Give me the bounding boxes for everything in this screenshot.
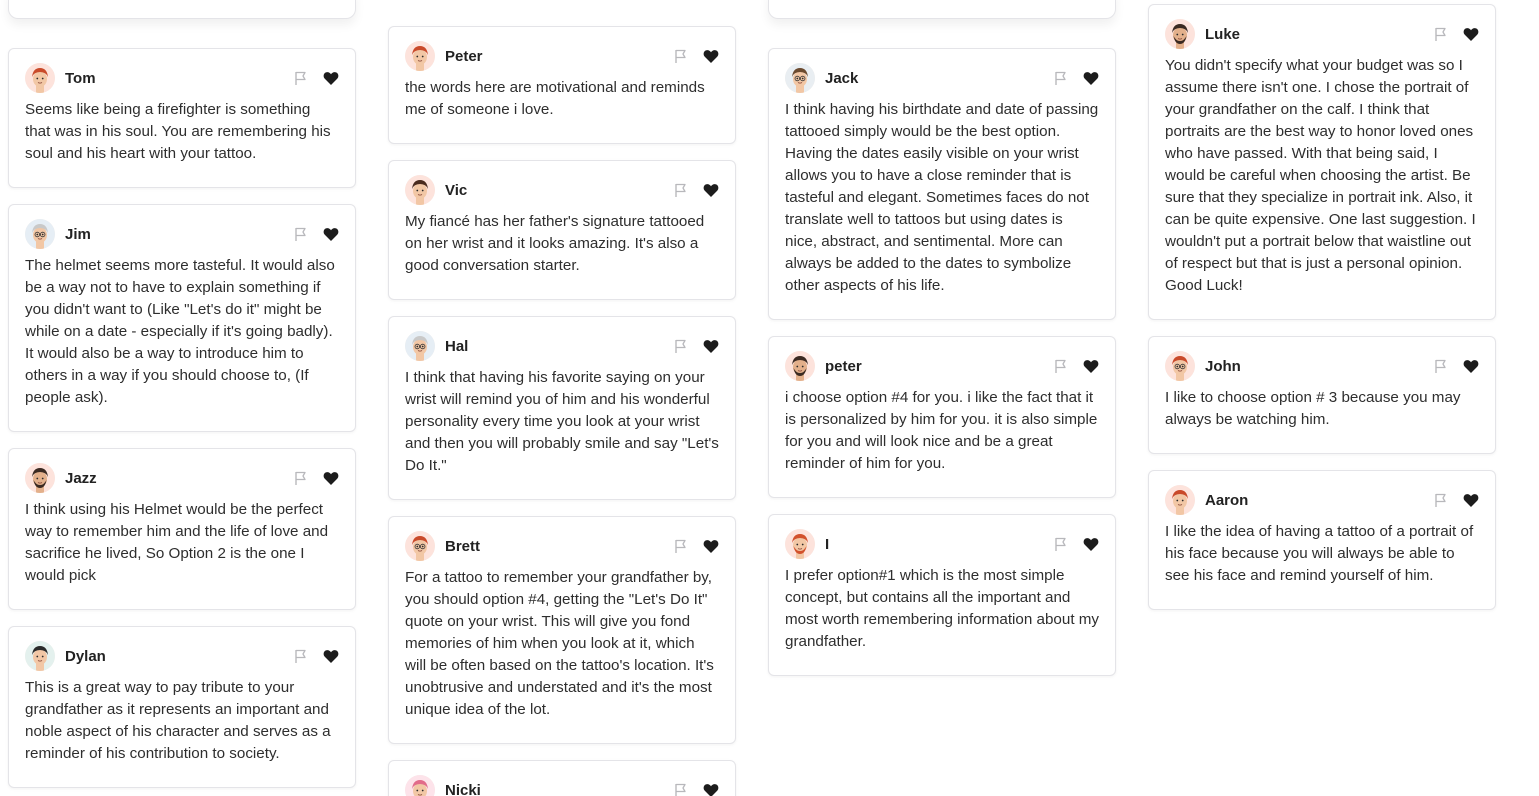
comment-text: I prefer option#1 which is the most simple concept, but contains all the important and most worth remembering information about my grandfather. xyxy=(785,567,1099,650)
avatar xyxy=(1165,19,1195,49)
avatar xyxy=(405,775,435,796)
comment-card xyxy=(388,26,736,144)
comment-card xyxy=(1148,470,1496,610)
heart-icon[interactable] xyxy=(323,470,339,486)
comment-text: I like the idea of having a tattoo of a portrait of his face because you will always be able to see his face and remind yourself of him. xyxy=(1165,523,1474,584)
flag-icon[interactable] xyxy=(1053,70,1069,86)
flag-icon[interactable] xyxy=(1433,492,1449,508)
heart-icon[interactable] xyxy=(703,48,719,64)
comment-card xyxy=(768,514,1116,676)
avatar xyxy=(25,641,55,671)
comment-text: i choose option #4 for you. i like the fact that it is personalized by him for you. it is also simple for you and will look nice and be a great reminder of him for you. xyxy=(785,389,1098,472)
comment-card xyxy=(8,204,356,432)
author-name: Brett xyxy=(445,537,481,555)
comment-card xyxy=(388,760,736,796)
avatar xyxy=(785,351,815,381)
comment-text: I like to choose option # 3 because you may always be watching him. xyxy=(1165,389,1461,428)
author-name: John xyxy=(1205,357,1241,375)
card-header xyxy=(405,331,719,361)
flag-icon[interactable] xyxy=(673,182,689,198)
flag-icon[interactable] xyxy=(1053,358,1069,374)
comment-card xyxy=(388,316,736,500)
heart-icon[interactable] xyxy=(323,648,339,664)
card-header xyxy=(405,775,719,796)
avatar xyxy=(25,63,55,93)
heart-icon[interactable] xyxy=(1463,358,1479,374)
heart-icon[interactable] xyxy=(703,538,719,554)
heart-icon[interactable] xyxy=(703,182,719,198)
card-header xyxy=(405,41,719,71)
comment-text: Seems like being a firefighter is something that was in his soul. You are remembering his soul and his heart with your tattoo. xyxy=(25,101,331,162)
comment-card xyxy=(768,336,1116,498)
comment-card xyxy=(388,160,736,300)
comment-card xyxy=(1148,336,1496,454)
flag-icon[interactable] xyxy=(293,648,309,664)
author-name: Jack xyxy=(825,69,859,87)
card-header xyxy=(25,641,339,671)
flag-icon[interactable] xyxy=(293,70,309,86)
comment-text: I think using his Helmet would be the perfect way to remember him and the life of love and sacrifice he lived, So Option 2 is the one I would pick xyxy=(25,501,329,584)
flag-icon[interactable] xyxy=(293,226,309,242)
author-name: Hal xyxy=(445,337,469,355)
flag-icon[interactable] xyxy=(293,470,309,486)
author-name: Jazz xyxy=(65,469,97,487)
avatar xyxy=(785,63,815,93)
avatar xyxy=(405,531,435,561)
author-name: I xyxy=(825,535,830,553)
avatar xyxy=(405,41,435,71)
comment-text: For a tattoo to remember your grandfather by, you should option #4, getting the "Let's Do It" quote on your wrist. This will give you fond memories of him when you look at it, which will be often based on the tattoo's location. It's unobtrusive and understated and it's the most unique idea of the lot. xyxy=(405,569,714,718)
card-header xyxy=(1165,351,1479,381)
comment-text: I think that having his favorite saying on your wrist will remind you of him and his wonderful personality every time you look at your wrist and then you will probably smile and say "Let's Do It." xyxy=(405,369,719,474)
comment-text: The helmet seems more tasteful. It would also be a way not to have to explain something if you didn't want to (Like "Let's do it" might be while on a date - especially if it's going badly). It would also be a way to introduce him to others in a way if you should choose to, (If people ask). xyxy=(25,257,335,406)
comment-card xyxy=(388,516,736,744)
author-name: peter xyxy=(825,357,862,375)
flag-icon[interactable] xyxy=(673,48,689,64)
flag-icon[interactable] xyxy=(1433,358,1449,374)
avatar xyxy=(25,219,55,249)
avatar xyxy=(1165,351,1195,381)
card-header xyxy=(1165,19,1479,49)
flag-icon[interactable] xyxy=(673,782,689,796)
card-header xyxy=(1165,485,1479,515)
heart-icon[interactable] xyxy=(1083,358,1099,374)
card-header xyxy=(25,63,339,93)
heart-icon[interactable] xyxy=(1083,536,1099,552)
flag-icon[interactable] xyxy=(673,538,689,554)
card-stub xyxy=(768,0,1116,19)
flag-icon[interactable] xyxy=(673,338,689,354)
comment-card xyxy=(1148,4,1496,320)
card-header xyxy=(405,175,719,205)
avatar xyxy=(405,175,435,205)
comment-card xyxy=(8,626,356,788)
card-header xyxy=(785,63,1099,93)
author-name: Peter xyxy=(445,47,483,65)
comment-text: My fiancé has her father's signature tattooed on her wrist and it looks amazing. It's also a good conversation starter. xyxy=(405,213,705,274)
card-stub xyxy=(8,0,356,19)
comment-card xyxy=(768,48,1116,320)
heart-icon[interactable] xyxy=(1463,492,1479,508)
comment-text: You didn't specify what your budget was so I assume there isn't one. I chose the portrait of your grandfather on the calf. I think that portraits are the best way to honor loved ones who have passed. With that being said, I would be careful when choosing the artist. Be sure that they specialize in portrait ink. Also, it can be quite expensive. One last suggestion. I wouldn't put a portrait below that waistline out of respect but that is just a personal opinion. Good Luck! xyxy=(1165,57,1476,294)
author-name: Tom xyxy=(65,69,96,87)
card-header xyxy=(405,531,719,561)
comment-text: I think having his birthdate and date of passing tattooed simply would be the best option. Having the dates easily visible on your wrist allows you to have a close reminder that is tasteful and elegant. Sometimes faces do not translate well to tattoos but using dates is nice, abstract, and sentimental. More can always be added to the dates to symbolize other aspects of his life. xyxy=(785,101,1099,294)
card-header xyxy=(25,219,339,249)
avatar xyxy=(25,463,55,493)
card-header xyxy=(785,529,1099,559)
avatar xyxy=(785,529,815,559)
heart-icon[interactable] xyxy=(323,226,339,242)
comment-text: the words here are motivational and reminds me of someone i love. xyxy=(405,79,705,118)
author-name: Nicki xyxy=(445,781,481,796)
avatar xyxy=(405,331,435,361)
flag-icon[interactable] xyxy=(1433,26,1449,42)
heart-icon[interactable] xyxy=(1463,26,1479,42)
author-name: Aaron xyxy=(1205,491,1249,509)
author-name: Luke xyxy=(1205,25,1241,43)
heart-icon[interactable] xyxy=(323,70,339,86)
avatar xyxy=(1165,485,1195,515)
comment-card xyxy=(8,448,356,610)
author-name: Vic xyxy=(445,181,468,199)
comment-text: This is a great way to pay tribute to your grandfather as it represents an important and noble aspect of his character and serves as a reminder of his contribution to society. xyxy=(25,679,331,762)
heart-icon[interactable] xyxy=(1083,70,1099,86)
heart-icon[interactable] xyxy=(703,782,719,796)
author-name: Dylan xyxy=(65,647,106,665)
card-header xyxy=(25,463,339,493)
heart-icon[interactable] xyxy=(703,338,719,354)
card-header xyxy=(785,351,1099,381)
flag-icon[interactable] xyxy=(1053,536,1069,552)
comment-card xyxy=(8,48,356,188)
author-name: Jim xyxy=(65,225,91,243)
